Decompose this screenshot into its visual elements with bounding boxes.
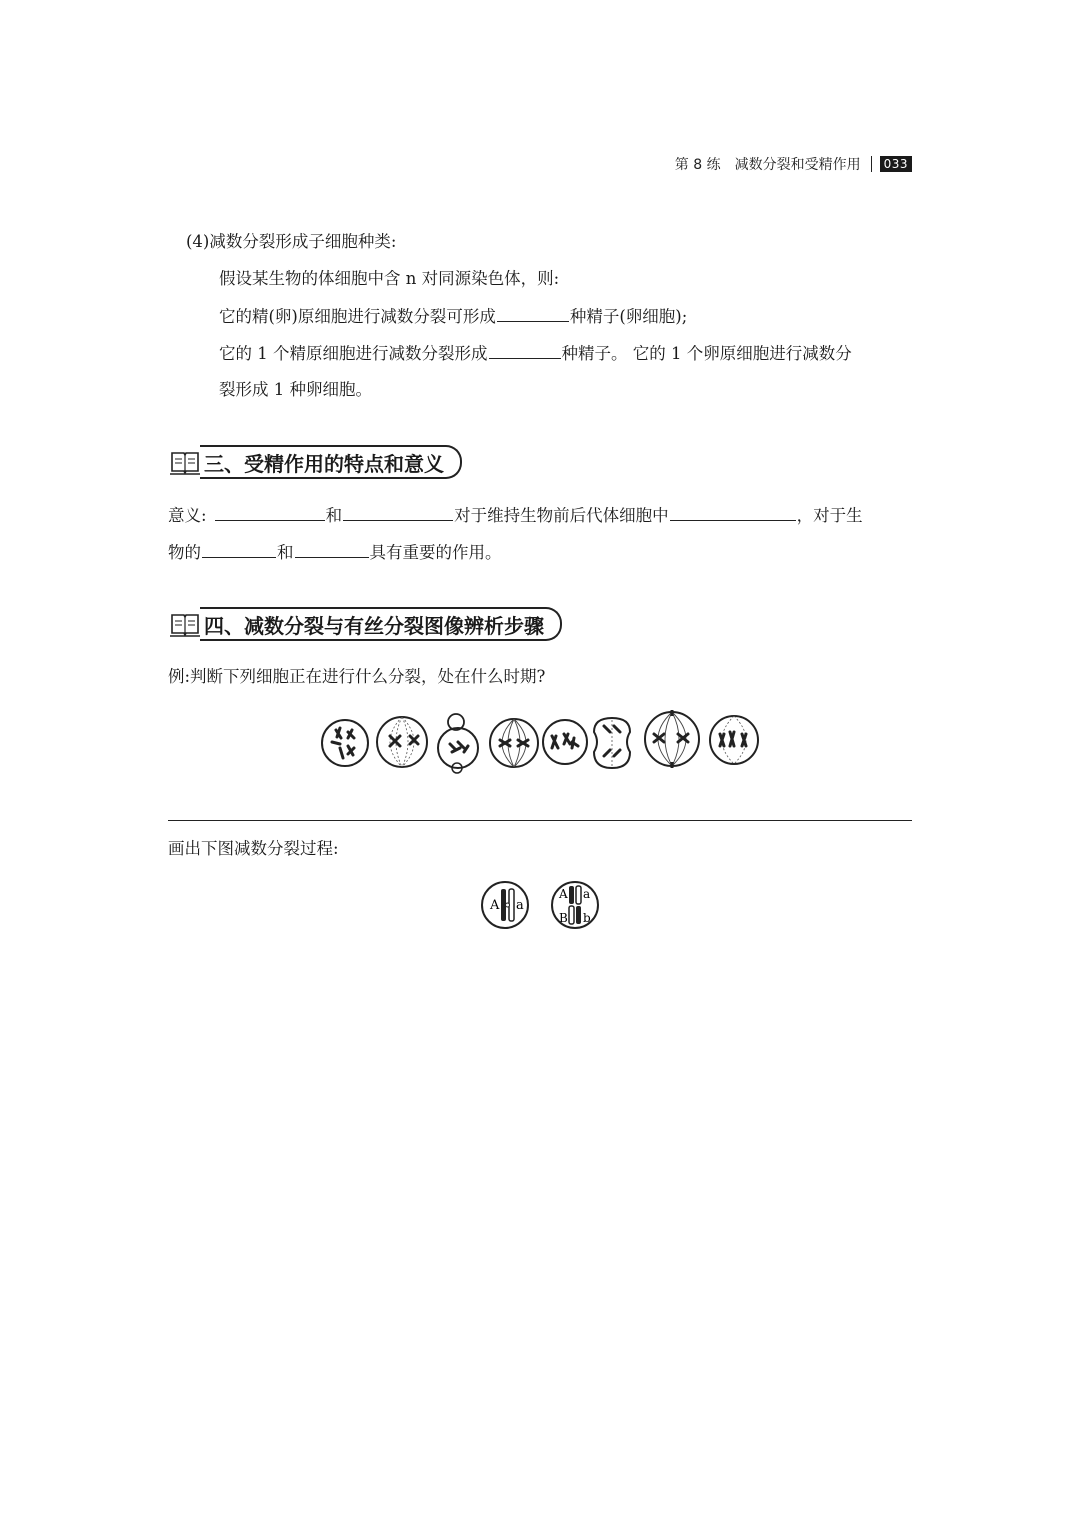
sperm-types-line — [219, 305, 687, 328]
book-icon — [170, 449, 200, 475]
fill-blank[interactable] — [215, 504, 325, 521]
allele-label: B — [559, 911, 568, 925]
egg-line: 裂形成 1 种卵细胞。 — [219, 380, 372, 399]
fill-blank[interactable] — [489, 342, 561, 359]
allele-label: b — [583, 911, 591, 925]
cell-Aa — [482, 882, 528, 928]
assumption-line: 假设某生物的体细胞中含 n 对同源染色体，则: — [219, 269, 560, 288]
text-part: 意义: — [168, 506, 207, 525]
book-icon — [170, 611, 200, 637]
page-number: 033 — [880, 156, 912, 172]
fill-blank[interactable] — [343, 504, 453, 521]
allele-label: A — [559, 887, 568, 901]
allele-label: a — [516, 898, 524, 913]
cell-figure-6 — [594, 718, 630, 768]
section-4-title: 四、减数分裂与有丝分裂图像辨析步骤 — [200, 607, 562, 641]
cell-figure-7 — [645, 710, 699, 768]
text-part: 物的 — [168, 543, 201, 562]
cell-figure-8 — [710, 716, 758, 764]
section-3-title: 三、受精作用的特点和意义 — [200, 445, 462, 479]
running-header — [675, 154, 912, 174]
section-divider — [168, 820, 912, 821]
fill-blank[interactable] — [497, 305, 569, 322]
cell-figure-5 — [543, 720, 587, 764]
text-part: 和 — [325, 506, 343, 525]
cell-division-figures — [318, 708, 764, 774]
significance-line-2 — [168, 541, 502, 564]
text-part: ，对于生 — [796, 506, 863, 525]
fill-blank[interactable] — [202, 541, 276, 558]
chapter-title: 第 8 练 减数分裂和受精作用 — [674, 157, 861, 173]
cell-figure-2 — [377, 717, 427, 767]
text-part: 对于维持生物前后代体细胞中 — [454, 506, 669, 525]
fill-blank[interactable] — [670, 504, 796, 521]
draw-prompt: 画出下图减数分裂过程: — [168, 839, 339, 858]
subsection-4-title: (4)减数分裂形成子细胞种类: — [186, 232, 397, 251]
text-part: 和 — [277, 543, 294, 562]
cell-figure-3 — [438, 714, 478, 773]
one-cell-line — [219, 342, 852, 365]
allele-label: a — [583, 887, 591, 901]
text-part: 种精子(卵细胞); — [569, 307, 688, 326]
section-3-heading — [170, 446, 462, 478]
significance-line-1 — [168, 504, 863, 527]
text-part: 种精子。 它的 1 个卵原细胞进行减数分 — [561, 344, 852, 363]
cell-AaBb — [552, 882, 598, 928]
text-part: 它的 1 个精原细胞进行减数分裂形成 — [219, 344, 488, 363]
header-divider — [871, 156, 872, 172]
text-part: 它的精(卵)原细胞进行减数分裂可形成 — [219, 307, 496, 326]
example-question: 例:判断下列细胞正在进行什么分裂，处在什么时期? — [168, 667, 546, 686]
section-4-heading — [170, 608, 562, 640]
chromosome-cells — [478, 878, 602, 932]
cell-figure-4 — [490, 719, 538, 767]
text-part: 具有重要的作用。 — [369, 543, 502, 562]
allele-label: A — [490, 898, 500, 913]
cell-figure-1 — [322, 720, 368, 766]
fill-blank[interactable] — [295, 541, 369, 558]
